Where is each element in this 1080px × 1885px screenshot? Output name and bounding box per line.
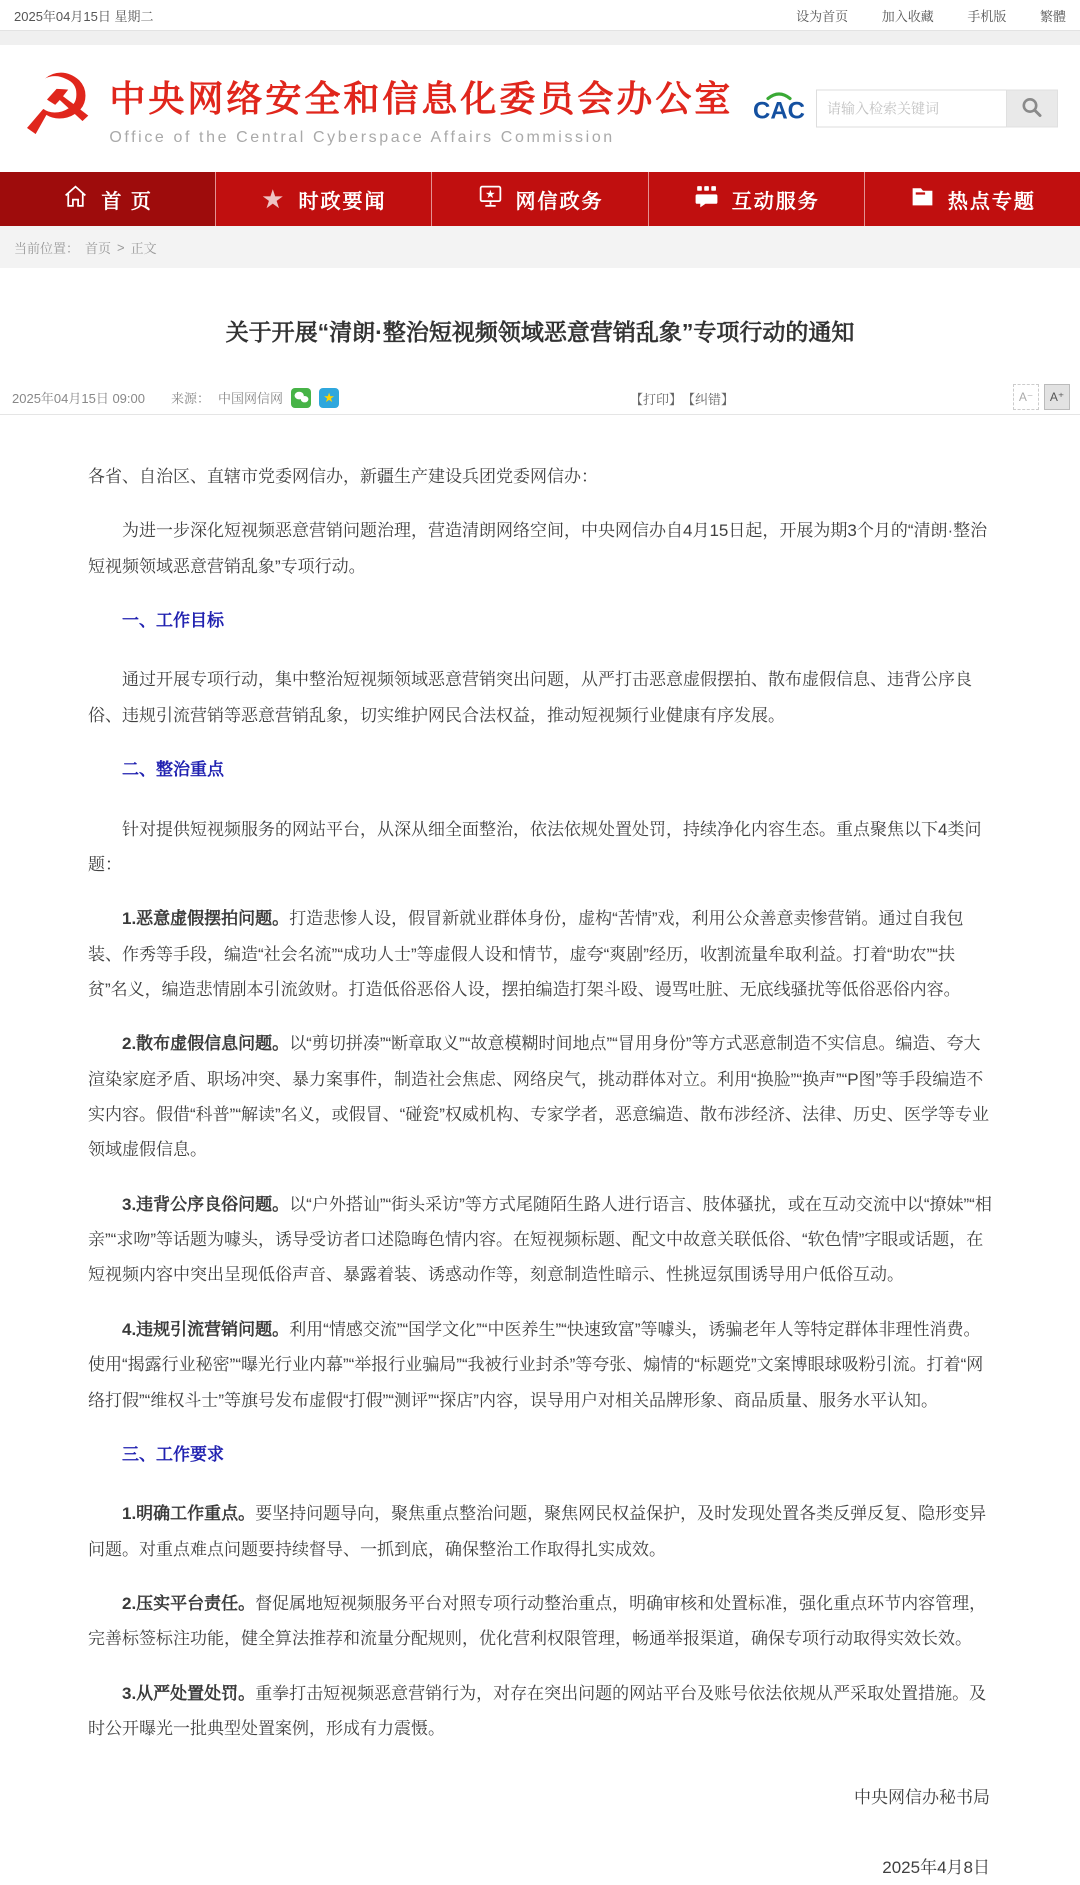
font-larger-button[interactable]: A⁺ xyxy=(1044,384,1070,410)
body-paragraph: 2.散布虚假信息问题。以“剪切拼凑”“断章取义”“故意模糊时间地点”“冒用身份”等方式恶意制造不实信息。编造、夸大渲染家庭矛盾、职场冲突、暴力案事件，制造社会焦虑、网络戾气，挑动群体对立。利用“换脸”“换声”“P图”等手段编造不实内容。假借“科普”“解读”名义，或假冒、“碰瓷”权威机构、专家学者，恶意编造、散布涉经济、法律、历史、医学等专业领域虚假信息。 xyxy=(88,1034,989,1160)
utility-links xyxy=(766,6,1066,25)
breadcrumb-separator: > xyxy=(117,239,125,255)
article-meta-left xyxy=(12,388,339,408)
section-heading: 一、工作目标 xyxy=(122,611,224,631)
topbar-divider xyxy=(0,30,1080,45)
star-icon: ★ xyxy=(261,184,287,214)
section-heading: 三、工作要求 xyxy=(122,1444,224,1464)
nav-item-label: 首 页 xyxy=(101,190,153,213)
nav-item-hot-topics[interactable] xyxy=(864,172,1080,226)
section-heading: 二、整治重点 xyxy=(122,760,224,780)
body-paragraph: 针对提供短视频服务的网站平台，从深从细全面整治，依法依规处置处罚，持续净化内容生态。重点聚焦以下4类问题： xyxy=(88,819,982,874)
nav-item-label: 时政要闻 xyxy=(298,190,387,213)
body-paragraph: 通过开展专项行动，集中整治短视频领域恶意营销突出问题，从严打击恶意虚假摆拍、散布虚假信息、违背公序良俗、违规引流营销等恶意营销乱象，切实维护网民合法权益，推动短视频行业健康有序发展。 xyxy=(88,670,972,725)
publish-datetime: 2025年04月15日 09:00 xyxy=(12,391,145,406)
breadcrumb xyxy=(0,226,1080,268)
party-emblem-icon: ☭ xyxy=(20,57,96,152)
breadcrumb-label: 当前位置： xyxy=(14,240,80,256)
folder-icon xyxy=(909,183,936,216)
body-paragraph: 2.压实平台责任。督促属地短视频服务平台对照专项行动整治重点，明确审核和处置标准，强化重点环节内容管理，完善标签标注功能，健全算法推荐和流量分配规则，优化营利权限管理，畅通举报渠道，确保专项行动取得实效长效。 xyxy=(88,1593,987,1649)
nav-item-gov-affairs[interactable] xyxy=(431,172,647,226)
nav-item-news[interactable] xyxy=(215,172,431,226)
cac-logo xyxy=(750,87,808,130)
nav-item-label: 热点专题 xyxy=(947,190,1036,213)
breadcrumb-home-link[interactable]: 首页 xyxy=(85,240,112,256)
body-paragraph: 1.恶意虚假摆拍问题。打造悲惨人设，假冒新就业群体身份，虚构“苦情”戏，利用公众善意卖惨营销。通过自我包装、作秀等手段，编造“社会名流”“成功人士”等虚假人设和情节，虚夸“爽剧”经历，收割流量牟取利益。打着“助农”“扶贫”名义，编造悲情剧本引流敛财。打造低俗恶俗人设，摆拍编造打架斗殴、谩骂吐脏、无底线骚扰等低俗恶俗内容。 xyxy=(88,909,964,999)
chat-icon xyxy=(693,183,720,216)
top-utility-bar xyxy=(0,0,1080,30)
body-paragraph: 1.明确工作重点。要坚持问题导向，聚焦重点整治问题，聚焦网民权益保护，及时发现处置各类反弹反复、隐形变异问题。对重点难点问题要持续督导、一抓到底，确保整治工作取得扎实成效。 xyxy=(88,1504,987,1559)
svg-text:★: ★ xyxy=(484,188,498,201)
site-titles xyxy=(109,71,733,147)
monitor-icon xyxy=(477,183,504,216)
mobile-version-link[interactable]: 手机版 xyxy=(967,8,1007,24)
traditional-chinese-link[interactable]: 繁體 xyxy=(1039,8,1066,24)
signature-line: 2025年4月8日 xyxy=(882,1857,990,1877)
search-icon xyxy=(1020,95,1044,122)
nav-item-label: 网信政务 xyxy=(515,190,604,213)
article-body xyxy=(0,415,1080,1885)
font-smaller-button[interactable]: A⁻ xyxy=(1013,384,1039,410)
main-nav xyxy=(0,172,1080,226)
set-homepage-link[interactable]: 设为首页 xyxy=(796,8,849,24)
site-header xyxy=(0,45,1080,172)
body-paragraph: 3.违背公序良俗问题。以“户外搭讪”“街头采访”等方式尾随陌生路人进行语言、肢体骚扰，或在互动交流中以“撩妹”“相亲”“求吻”等话题为噱头，诱导受访者口述隐晦色情内容。在短视频标题、配文中故意关联低俗、“软色情”字眼或话题，在短视频内容中突出呈现低俗声音、暴露着装、诱惑动作等，刻意制造性暗示、性挑逗氛围诱导用户低俗互动。 xyxy=(88,1194,992,1285)
source-label: 来源： xyxy=(170,391,210,406)
article xyxy=(0,314,1080,1885)
current-date: 2025年04月15日 星期二 xyxy=(14,8,154,24)
breadcrumb-current: 正文 xyxy=(130,240,157,256)
svg-text:CAC: CAC xyxy=(753,97,805,124)
article-meta-center xyxy=(630,381,734,415)
font-size-controls xyxy=(1013,384,1070,410)
search-input[interactable] xyxy=(816,90,1006,128)
source-name: 中国网信网 xyxy=(218,391,284,406)
qzone-share-icon[interactable]: ★ xyxy=(319,388,339,408)
site-subtitle: Office of the Central Cyberspace Affairs Commission xyxy=(109,128,615,146)
print-button[interactable]: 【打印】 xyxy=(630,391,683,407)
error-report-button[interactable]: 【纠错】 xyxy=(682,391,735,407)
signature-line: 中央网信办秘书局 xyxy=(854,1788,990,1808)
nav-item-home[interactable] xyxy=(0,172,215,226)
search-button[interactable] xyxy=(1006,90,1058,128)
wechat-share-icon[interactable] xyxy=(291,388,311,408)
body-paragraph: 3.从严处置处罚。重拳打击短视频恶意营销行为，对存在突出问题的网站平台及账号依法依规从严采取处置措施。及时公开曝光一批典型处置案例，形成有力震慑。 xyxy=(88,1683,987,1739)
nav-item-interactive-services[interactable] xyxy=(648,172,864,226)
body-paragraph: 4.违规引流营销问题。利用“情感交流”“国学文化”“中医养生”“快速致富”等噱头，诱骗老年人等特定群体非理性消费。使用“揭露行业秘密”“曝光行业内幕”“举报行业骗局”“我被行业封杀”等夸张、煽情的“标题党”文案博眼球吸粉引流。打着“网络打假”“维权斗士”等旗号发布虚假“打假”“测评”“探店”内容，误导用户对相关品牌形象、商品质量、服务水平认知。 xyxy=(88,1319,984,1410)
body-paragraph: 为进一步深化短视频恶意营销问题治理，营造清朗网络空间，中央网信办自4月15日起，开展为期3个月的“清朗·整治短视频领域恶意营销乱象”专项行动。 xyxy=(88,521,988,576)
body-paragraph: 各省、自治区、直辖市党委网信办，新疆生产建设兵团党委网信办： xyxy=(88,467,598,486)
site-title: 中央网络安全和信息化委员会办公室 xyxy=(109,77,734,119)
add-favorite-link[interactable]: 加入收藏 xyxy=(881,8,934,24)
search-bar xyxy=(750,87,1058,130)
article-meta-row xyxy=(0,381,1080,415)
article-title: 关于开展“清朗·整治短视频领域恶意营销乱象”专项行动的通知 xyxy=(225,319,855,345)
nav-item-label: 互动服务 xyxy=(731,190,820,213)
home-icon xyxy=(62,183,89,216)
